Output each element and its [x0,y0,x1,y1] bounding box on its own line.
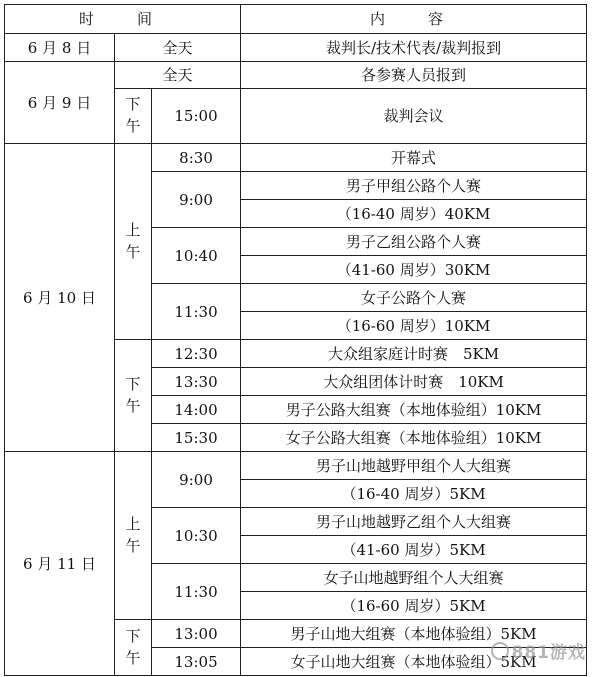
event-cell: 女子山地越野组个人大组赛 [241,564,587,592]
time-cell: 9:00 [152,452,241,508]
time-cell: 15:00 [152,89,241,144]
event-detail-cell: （16-60 周岁）10KM [241,312,587,340]
time-cell: 全天 [115,62,241,89]
table-row [5,62,587,89]
period-cell-am: 上 午 [115,452,152,620]
schedule-table [4,4,587,676]
time-cell: 13:05 [152,648,241,676]
header-row [5,5,587,34]
event-cell: 裁判长/技术代表/裁判报到 [241,34,587,62]
time-cell: 9:00 [152,172,241,228]
event-cell: 女子公路大组赛（本地体验组）10KM [241,424,587,452]
event-cell: 男子山地越野甲组个人大组赛 [241,452,587,480]
date-cell: 6 月 11 日 [5,452,115,676]
period-cell-pm: 下 午 [115,620,152,676]
event-cell: 女子公路个人赛 [241,284,587,312]
table-row [5,452,587,480]
time-cell: 12:30 [152,340,241,368]
date-cell: 6 月 10 日 [5,144,115,452]
watermark-logo: 881游戏 [491,638,587,663]
period-cell-pm: 下 午 [115,89,152,144]
event-detail-cell: （16-40 周岁）5KM [241,480,587,508]
time-header: 时 间 [5,5,241,34]
date-cell: 6 月 9 日 [5,62,115,144]
event-cell: 男子山地大组赛（本地体验组）5KM [241,620,587,648]
event-cell: 男子甲组公路个人赛 [241,172,587,200]
event-cell: 裁判会议 [241,89,587,144]
watermark-icon [491,642,509,660]
table-row [5,34,587,62]
event-cell: 男子公路大组赛（本地体验组）10KM [241,396,587,424]
event-cell: 女子山地大组赛（本地体验组）5KM [241,648,587,676]
time-cell: 15:30 [152,424,241,452]
period-cell-pm: 下 午 [115,340,152,452]
event-cell: 男子乙组公路个人赛 [241,228,587,256]
event-detail-cell: （41-60 周岁）5KM [241,536,587,564]
event-cell: 开幕式 [241,144,587,172]
time-cell: 10:40 [152,228,241,284]
date-cell: 6 月 8 日 [5,34,115,62]
time-cell: 13:30 [152,368,241,396]
event-detail-cell: （16-60 周岁）5KM [241,592,587,620]
content-header: 内 容 [241,5,587,34]
event-detail-cell: （16-40 周岁）40KM [241,200,587,228]
table-row [5,144,587,172]
time-cell: 11:30 [152,564,241,620]
event-cell: 大众组家庭计时赛 5KM [241,340,587,368]
time-cell: 14:00 [152,396,241,424]
time-cell: 10:30 [152,508,241,564]
event-cell: 男子山地越野乙组个人大组赛 [241,508,587,536]
event-cell: 大众组团体计时赛 10KM [241,368,587,396]
time-cell: 11:30 [152,284,241,340]
time-cell: 全天 [115,34,241,62]
event-cell: 各参赛人员报到 [241,62,587,89]
period-cell-am: 上 午 [115,144,152,340]
time-cell: 8:30 [152,144,241,172]
event-detail-cell: （41-60 周岁）30KM [241,256,587,284]
time-cell: 13:00 [152,620,241,648]
